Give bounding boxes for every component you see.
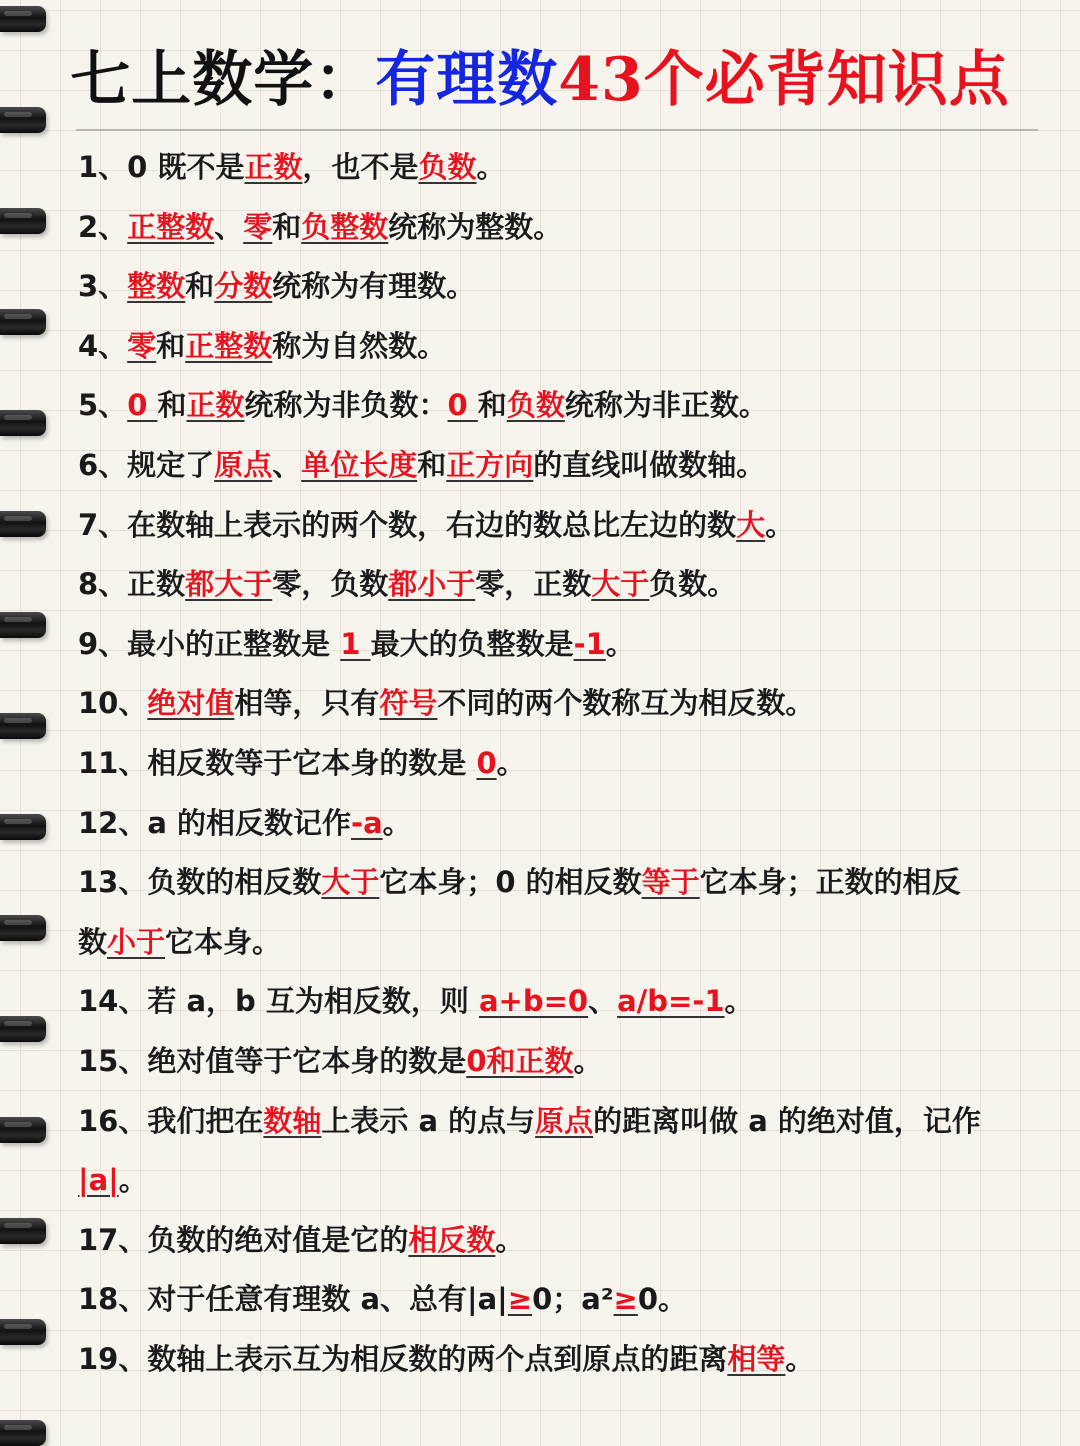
knowledge-point-line (78, 853, 1046, 913)
point-text: 3、 (78, 269, 128, 304)
key-term: 负数 (418, 150, 477, 184)
point-text: 相等，只有 (234, 686, 380, 721)
key-term: 正数 (186, 388, 245, 423)
knowledge-point-line (78, 972, 1046, 1032)
key-term: 相等 (727, 1341, 786, 1376)
point-text: 10、 (78, 686, 148, 721)
key-term: 1 (340, 626, 371, 661)
point-text: 7、在数轴上表示的两个数，右边的数总比左边的数 (78, 507, 737, 542)
knowledge-point-line (78, 138, 1046, 198)
point-text: 。 (495, 1222, 525, 1257)
binder-ring (0, 814, 46, 840)
point-text: 负数。 (649, 567, 737, 602)
point-text: 和 (156, 328, 186, 363)
point-text: 最大的负整数是 (370, 626, 574, 661)
point-text: 。 (573, 1043, 603, 1078)
key-term: 零 (127, 328, 157, 363)
key-term: ≥ (507, 1282, 533, 1317)
point-text: 。 (724, 984, 754, 1019)
key-term: 数轴 (263, 1103, 322, 1138)
title-divider (76, 129, 1038, 131)
point-text: 、 (588, 984, 618, 1019)
knowledge-point-line (78, 1270, 1046, 1330)
point-text: 的直线叫做数轴。 (533, 447, 766, 482)
key-term: a/b=-1 (617, 984, 725, 1019)
point-text: 8、正数 (78, 567, 186, 602)
knowledge-point-line (78, 1211, 1046, 1271)
point-text: 2、 (78, 209, 128, 244)
binder-ring (0, 1117, 46, 1143)
binder-ring (0, 6, 46, 32)
point-text: 。 (476, 150, 506, 184)
point-text: 统称为整数。 (388, 209, 563, 244)
knowledge-point-line (78, 734, 1046, 794)
knowledge-point-line (78, 317, 1046, 377)
key-term: -1 (573, 626, 606, 661)
point-text: 零，正数 (475, 567, 592, 602)
binder-ring (0, 511, 46, 537)
key-term: 大于 (321, 865, 380, 900)
key-term: 符号 (379, 686, 438, 721)
knowledge-point-line (78, 1032, 1046, 1092)
point-text: 6、规定了 (78, 447, 215, 482)
knowledge-point-line (78, 794, 1046, 854)
notebook-binder (0, 0, 52, 1440)
point-text: 它本身。 (165, 924, 282, 959)
point-text: 16、我们把在 (78, 1103, 264, 1138)
point-text: 它本身；正数的相反 (699, 865, 961, 900)
point-text: ，也不是 (302, 150, 419, 184)
binder-ring (0, 612, 46, 638)
point-text: 17、负数的绝对值是它的 (78, 1222, 409, 1257)
point-text: 的距离叫做 a 的绝对值，记作 (593, 1103, 981, 1138)
point-text: 。 (605, 626, 635, 661)
point-text: 。 (785, 1341, 815, 1376)
knowledge-point-line (78, 257, 1046, 317)
point-text: 和 (185, 269, 215, 304)
knowledge-point-line (78, 913, 1046, 973)
point-text: 14、若 a，b 互为相反数，则 (78, 984, 479, 1019)
point-text: 19、数轴上表示互为相反数的两个点到原点的距离 (78, 1341, 728, 1376)
knowledge-point-line (78, 674, 1046, 734)
point-text: 、 (214, 209, 244, 244)
knowledge-point-line (78, 496, 1046, 556)
point-text: 15、绝对值等于它本身的数是 (78, 1043, 467, 1078)
binder-ring (0, 1016, 46, 1042)
point-text: 、 (272, 447, 302, 482)
point-text: 0。 (637, 1282, 688, 1317)
key-term: 整数 (127, 269, 186, 304)
point-text: 。 (118, 1163, 148, 1198)
point-text: 18、对于任意有理数 a、总有|a| (78, 1282, 508, 1317)
point-text: 和 (157, 388, 187, 423)
point-text: 零，负数 (272, 567, 389, 602)
key-term: |a| (78, 1163, 119, 1198)
point-text: 不同的两个数称互为相反数。 (437, 686, 815, 721)
title-part-subject: 七上数学： (70, 45, 376, 115)
point-text: 数 (78, 924, 108, 959)
key-term: 0 (476, 745, 497, 780)
key-term: 都大于 (185, 567, 273, 602)
binder-ring (0, 309, 46, 335)
key-term: ≥ (613, 1282, 638, 1317)
key-term: 分数 (214, 269, 273, 304)
knowledge-point-line (78, 1330, 1046, 1390)
key-term: 正数 (244, 150, 303, 184)
point-text: 和 (272, 209, 302, 244)
key-term: 正整数 (127, 209, 215, 244)
key-term: a+b=0 (478, 984, 589, 1019)
key-term: 零 (243, 209, 273, 244)
point-text: 称为自然数。 (272, 328, 447, 363)
key-term: 都小于 (388, 567, 476, 602)
key-term: 0 (447, 388, 478, 423)
knowledge-point-list (78, 138, 1046, 1389)
binder-ring (0, 713, 46, 739)
key-term: -a (351, 805, 383, 840)
point-text: 1、0 既不是 (78, 150, 245, 184)
point-text: 11、相反数等于它本身的数是 (78, 745, 477, 780)
knowledge-point-line (78, 1151, 1046, 1211)
key-term: 正整数 (185, 328, 273, 363)
key-term: 小于 (107, 924, 166, 959)
key-term: 负整数 (301, 209, 389, 244)
point-text: 它本身；0 的相反数 (379, 865, 642, 900)
knowledge-point-line (78, 1092, 1046, 1152)
point-text: 统称为非正数。 (564, 388, 768, 423)
knowledge-point-line (78, 436, 1046, 496)
key-term: 大于 (591, 567, 650, 602)
key-term: 相反数 (408, 1222, 496, 1257)
key-term: 原点 (535, 1103, 594, 1138)
point-text: 。 (496, 745, 526, 780)
point-text: 13、负数的相反数 (78, 865, 322, 900)
binder-ring (0, 1319, 46, 1345)
point-text: 统称为非负数： (244, 388, 448, 423)
key-term: 0 (127, 388, 158, 423)
point-text: 5、 (78, 388, 128, 423)
point-text: 和 (417, 447, 447, 482)
binder-ring (0, 915, 46, 941)
point-text: 4、 (78, 328, 128, 363)
binder-ring (0, 410, 46, 436)
key-term: 0和正数 (466, 1043, 574, 1078)
key-term: 等于 (641, 865, 700, 900)
knowledge-point-line (78, 198, 1046, 258)
binder-ring (0, 1420, 46, 1446)
point-text: 12、a 的相反数记作 (78, 805, 352, 840)
key-term: 单位长度 (301, 447, 418, 482)
knowledge-point-line (78, 555, 1046, 615)
key-term: 负数 (506, 388, 565, 423)
point-text: 统称为有理数。 (272, 269, 476, 304)
key-term: 正方向 (446, 447, 534, 482)
point-text: 。 (765, 507, 795, 542)
binder-ring (0, 1218, 46, 1244)
key-term: 原点 (214, 447, 273, 482)
point-text: 上表示 a 的点与 (321, 1103, 536, 1138)
point-text: 9、最小的正整数是 (78, 626, 341, 661)
knowledge-point-line (78, 376, 1046, 436)
title-part-count: 43个必背知识点 (558, 45, 1010, 115)
point-text: 0；a² (532, 1282, 614, 1317)
page-title (0, 40, 1080, 120)
key-term: 绝对值 (147, 686, 235, 721)
title-part-topic: 有理数 (375, 45, 559, 115)
binder-ring (0, 208, 46, 234)
point-text: 和 (477, 388, 507, 423)
key-term: 大 (736, 507, 766, 542)
knowledge-point-line (78, 615, 1046, 675)
point-text: 。 (382, 805, 412, 840)
